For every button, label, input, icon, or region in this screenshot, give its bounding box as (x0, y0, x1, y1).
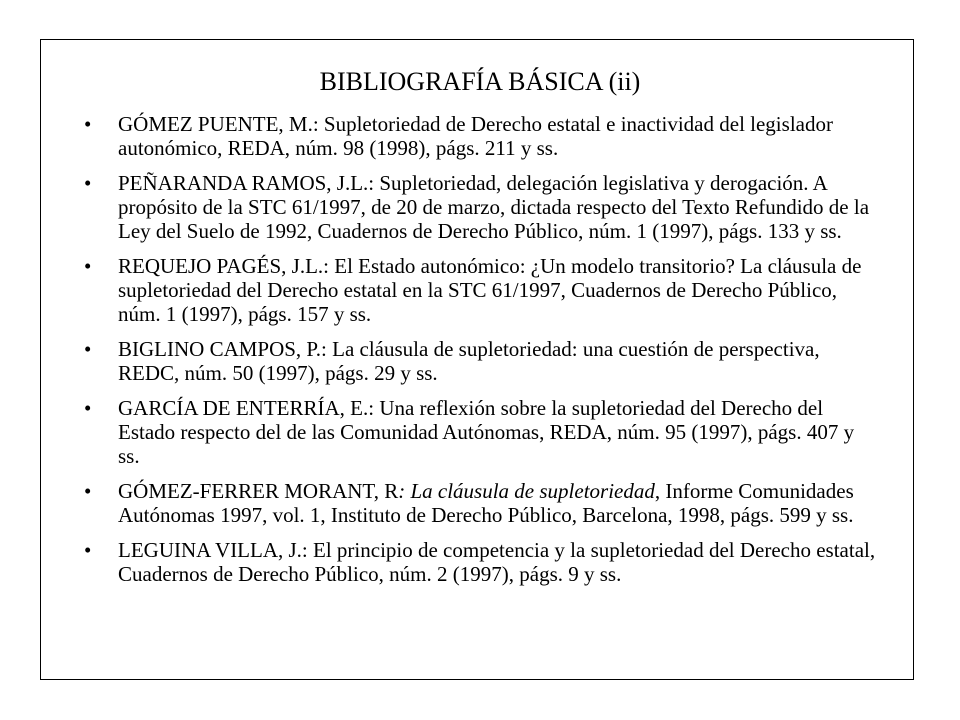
reference-text: PEÑARANDA RAMOS, J.L.: Supletoriedad, delegación legislativa y derogación. A propósito de la STC 61/1997, de 20 de marzo, dictada respecto del Texto Refundido de la Ley del Suelo de 1992, Cuadernos de Derecho Público, núm. 1 (1997), págs. 133 y ss. (118, 171, 870, 243)
reference-text: LEGUINA VILLA, J.: El principio de competencia y la supletoriedad del Derecho estatal, Cuadernos de Derecho Público, núm. 2 (1997), págs. 9 y ss. (118, 538, 876, 586)
reference-text: GÓMEZ PUENTE, M.: Supletoriedad de Derecho estatal e inactividad del legislador autonómico, REDA, núm. 98 (1998), págs. 211 y ss. (118, 112, 833, 160)
reference-title-italic: : La cláusula de supletoriedad (398, 479, 655, 503)
reference-text: GARCÍA DE ENTERRÍA, E.: Una reflexión sobre la supletoriedad del Derecho del Estado respecto del de las Comunidad Autónomas, REDA, núm. 95 (1997), págs. 407 y ss. (118, 396, 855, 468)
bibliography-item-gomez-ferrer-morant (80, 479, 880, 527)
bullet-icon: • (84, 171, 92, 195)
bibliography-item-leguina-villa (80, 538, 880, 586)
reference-author: GÓMEZ-FERRER MORANT, R (118, 479, 399, 503)
bibliography-item-garcia-de-enterria (80, 396, 880, 468)
bibliography-list (80, 112, 880, 597)
slide-title: BIBLIOGRAFÍA BÁSICA (ii) (319, 67, 641, 96)
bibliography-item-gomez-puente (80, 112, 880, 160)
bullet-icon: • (84, 112, 92, 136)
bullet-icon: • (84, 396, 92, 420)
bullet-icon: • (84, 479, 92, 503)
reference-text: BIGLINO CAMPOS, P.: La cláusula de supletoriedad: una cuestión de perspectiva, REDC, núm. 50 (1997), págs. 29 y ss. (118, 337, 820, 385)
bibliography-item-penaranda-ramos (80, 171, 880, 243)
bullet-icon: • (84, 538, 92, 562)
bibliography-item-biglino-campos (80, 337, 880, 385)
bullet-icon: • (84, 254, 92, 278)
reference-text: REQUEJO PAGÉS, J.L.: El Estado autonómico: ¿Un modelo transitorio? La cláusula de supletoriedad del Derecho estatal en la STC 61/1997, Cuadernos de Derecho Público, núm. 1 (1997), págs. 157 y ss. (118, 254, 862, 326)
bibliography-item-requejo-pages (80, 254, 880, 326)
reference-details: , Informe Comunidades Autónomas 1997, vol. 1, Instituto de Derecho Público, Barcelona, 1998, págs. 599 y ss. (118, 479, 854, 527)
bullet-icon: • (84, 337, 92, 361)
